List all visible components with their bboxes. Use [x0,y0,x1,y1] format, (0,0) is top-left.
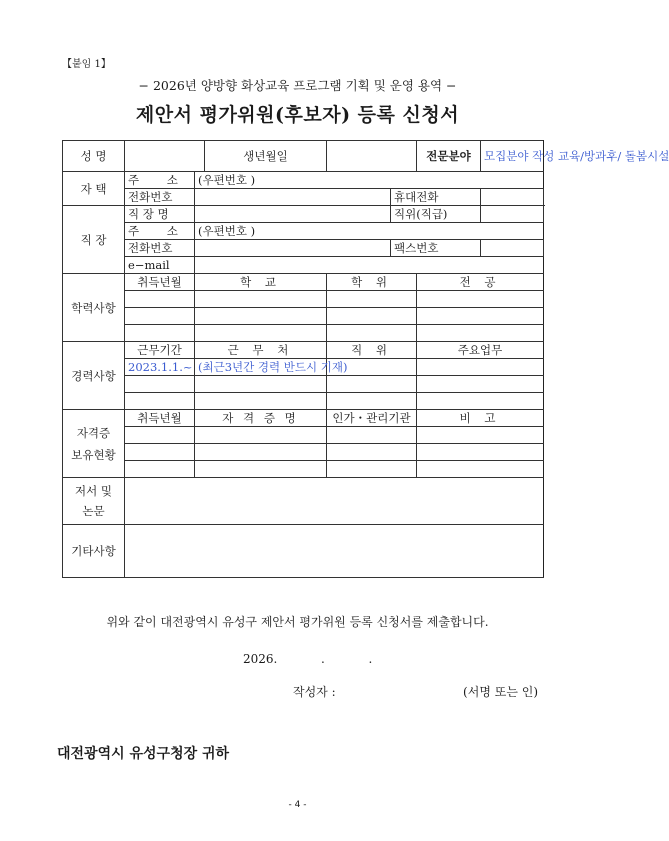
document-title: 제안서 평가위원(후보자) 등록 신청서 [135,104,460,126]
home-phone-label: 전화번호 [125,189,195,206]
career-header-position: 직 위 [327,342,417,359]
education-label: 학력사항 [63,274,125,342]
home-phone-field[interactable] [195,189,391,206]
email-field[interactable] [195,257,544,274]
recipient: 대전광역시 유성구청장 귀하 [57,746,230,762]
edu-cell[interactable] [195,291,327,308]
license-cell[interactable] [327,444,417,461]
home-address-field[interactable]: (우편번호 ) [195,172,544,189]
specialty-label: 전문분야 [417,141,481,172]
other-label: 기타사항 [63,525,125,578]
work-address-field[interactable]: (우편번호 ) [195,223,544,240]
mobile-label: 휴대전화 [391,189,481,206]
workplace-label: 직 장 명 [125,206,195,223]
workplace-field[interactable] [195,206,391,223]
edu-cell[interactable] [327,308,417,325]
work-phone-field[interactable] [195,240,391,257]
edu-header-school: 학 교 [195,274,327,291]
career-cell[interactable] [125,376,195,393]
edu-cell[interactable] [327,291,417,308]
fax-label: 팩스번호 [391,240,481,257]
position-label: 직위(직급) [391,206,481,223]
other-field[interactable] [125,525,544,578]
specialty-hint[interactable]: 모집분야 작성 교육/방과후/ 돌봄시설 [481,141,544,172]
career-cell[interactable] [327,376,417,393]
career-cell[interactable] [327,393,417,410]
date-year: 2026. [243,652,278,666]
work-phone-label: 전화번호 [125,240,195,257]
license-label-line1: 자격증 [76,425,111,440]
edu-header-degree: 학 위 [327,274,417,291]
license-cell[interactable] [125,461,195,478]
publications-field[interactable] [125,478,544,525]
career-cell[interactable] [125,393,195,410]
publications-label [63,478,125,525]
license-cell[interactable] [195,427,327,444]
name-label: 성 명 [63,141,125,172]
license-cell[interactable] [417,444,544,461]
license-header-remarks: 비 고 [417,410,544,427]
edu-cell[interactable] [417,291,544,308]
birth-label: 생년월일 [205,141,327,172]
license-cell[interactable] [125,427,195,444]
license-header-date: 취득년월 [125,410,195,427]
career-cell[interactable] [195,376,327,393]
career-period-example[interactable]: 2023.1.1.~ [125,359,195,376]
license-cell[interactable] [327,461,417,478]
career-note-example[interactable]: (최근3년간 경력 반드시 기재) [195,359,327,376]
license-label [63,410,125,478]
license-cell[interactable] [417,427,544,444]
closing-statement: 위와 같이 대전광역시 유성구 제안서 평가위원 등록 신청서를 제출합니다. [106,615,489,629]
attachment-label: 【붙임 1】 [62,59,111,70]
name-field[interactable] [125,141,205,172]
career-label: 경력사항 [63,342,125,410]
publications-label-line2: 논문 [82,504,105,518]
license-header-name: 자 격 증 명 [195,410,327,427]
date-line [243,652,372,666]
date-day-dot: . [368,652,373,666]
date-month-dot: . [321,652,325,666]
edu-cell[interactable] [125,291,195,308]
edu-cell[interactable] [327,325,417,342]
position-field[interactable] [481,206,544,223]
edu-header-date: 취득년월 [125,274,195,291]
career-cell[interactable] [417,393,544,410]
license-cell[interactable] [195,461,327,478]
career-header-period: 근무기간 [125,342,195,359]
work-address-label: 주 소 [125,223,195,240]
email-label: e−mail [125,257,195,274]
page-number: - 4 - [288,800,307,810]
license-cell[interactable] [125,444,195,461]
mobile-field[interactable] [481,189,544,206]
career-header-workplace: 근 무 처 [195,342,327,359]
edu-cell[interactable] [195,308,327,325]
career-cell[interactable] [195,393,327,410]
signature-label: (서명 또는 인) [463,685,538,699]
author-label: 작성자 : [293,685,336,699]
license-cell[interactable] [327,427,417,444]
career-header-duties: 주요업무 [417,342,544,359]
home-address-label: 주 소 [125,172,195,189]
edu-header-major: 전 공 [417,274,544,291]
home-label: 자 택 [63,172,125,206]
edu-cell[interactable] [125,308,195,325]
edu-cell[interactable] [417,308,544,325]
edu-cell[interactable] [125,325,195,342]
fax-field[interactable] [481,240,544,257]
document-subtitle: − 2026년 양방향 화상교육 프로그램 기획 및 운영 용역 − [138,78,457,93]
license-cell[interactable] [417,461,544,478]
edu-cell[interactable] [195,325,327,342]
edu-cell[interactable] [417,325,544,342]
license-label-line2: 보유현황 [71,447,116,462]
career-cell[interactable] [417,376,544,393]
license-cell[interactable] [195,444,327,461]
application-form-table [62,140,669,578]
career-cell[interactable] [417,359,544,376]
work-label: 직 장 [63,206,125,274]
birth-field[interactable] [327,141,417,172]
license-header-agency: 인가・관리기관 [327,410,417,427]
publications-label-line1: 저서 및 [75,484,112,498]
